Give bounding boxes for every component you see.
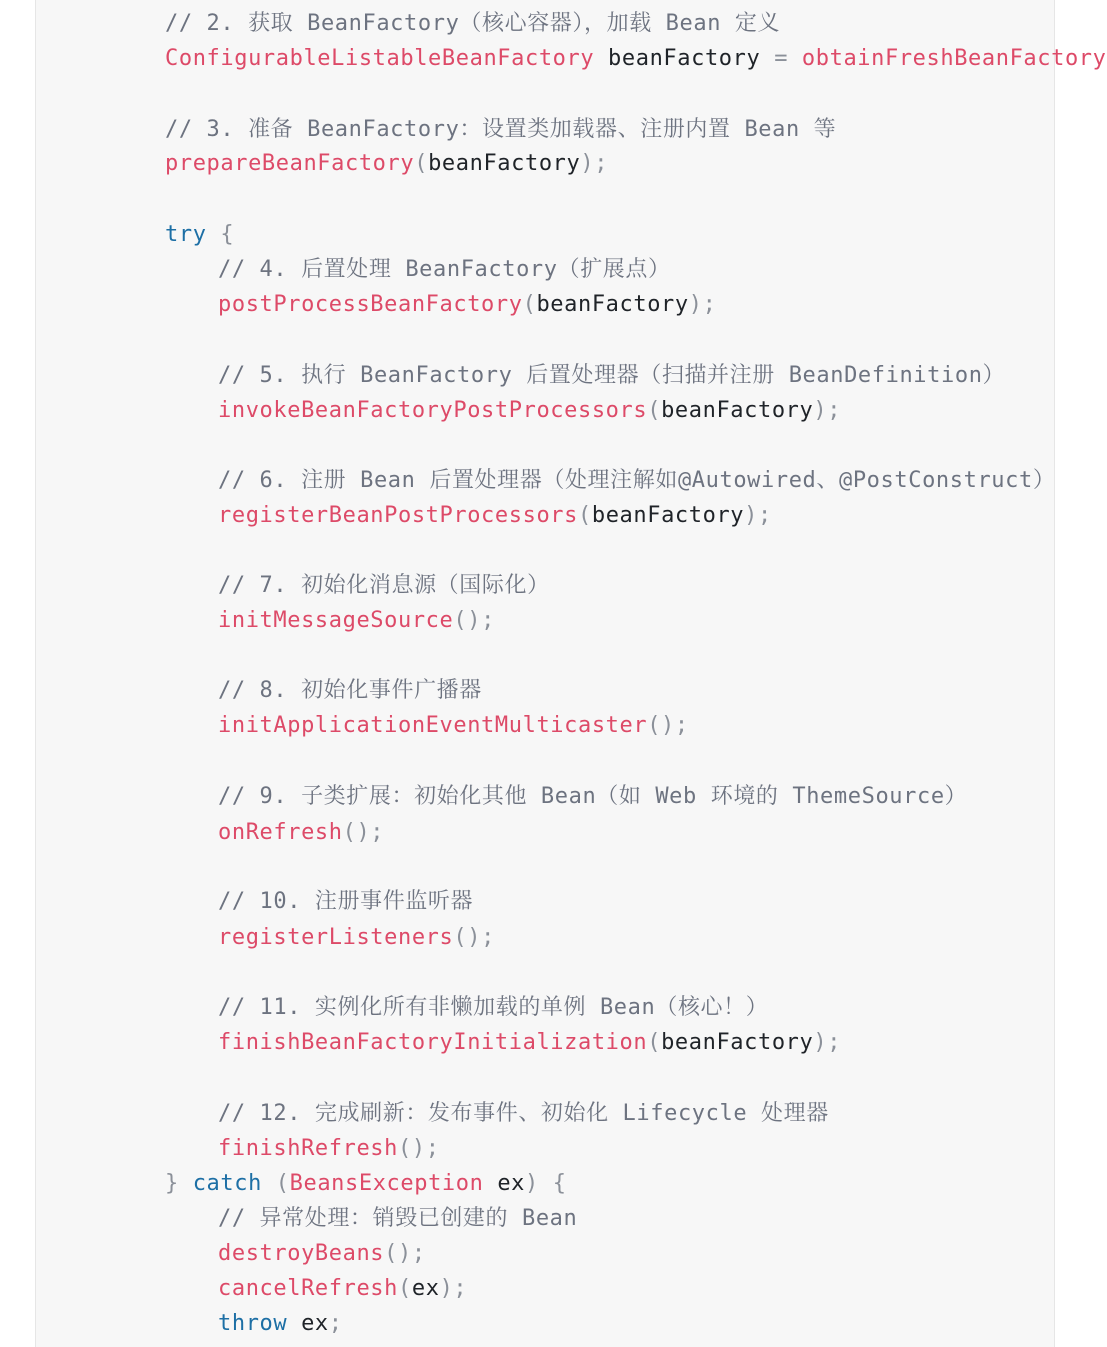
code-token-punc: =	[774, 46, 789, 71]
code-line	[218, 1204, 577, 1234]
code-token-punc: );	[744, 503, 772, 528]
code-token-comment: // 3. 准备 BeanFactory：设置类加载器、注册内置 Bean 等	[165, 117, 837, 142]
code-line	[218, 255, 671, 285]
code-token-func: destroyBeans	[218, 1241, 385, 1266]
code-token-func: prepareBeanFactory	[165, 151, 415, 176]
code-token-func: finishRefresh	[218, 1136, 398, 1161]
code-line	[165, 1169, 567, 1199]
code-token-punc: ;	[328, 1311, 343, 1336]
code-line	[218, 887, 473, 917]
code-token-func: registerListeners	[218, 925, 454, 950]
code-token-ident: ex	[411, 1276, 440, 1301]
code-line	[165, 115, 836, 145]
code-line	[218, 1134, 440, 1164]
code-token-func: invokeBeanFactoryPostProcessors	[218, 398, 648, 423]
code-token-punc: ();	[398, 1136, 440, 1161]
code-token-func: cancelRefresh	[218, 1276, 398, 1301]
code-token-comment: // 12. 完成刷新：发布事件、初始化 Lifecycle 处理器	[218, 1101, 829, 1126]
code-line	[218, 571, 550, 601]
code-line	[165, 44, 1107, 74]
code-token-punc: ();	[647, 713, 689, 738]
code-token-ident: ex	[483, 1171, 526, 1196]
code-token-func: ConfigurableListableBeanFactory	[165, 46, 595, 71]
code-token-punc: ) {	[525, 1171, 567, 1196]
code-line	[218, 923, 495, 953]
code-token-kw: throw	[218, 1311, 288, 1336]
code-line	[218, 782, 967, 812]
code-line	[218, 501, 772, 531]
code-token-func: initApplicationEventMulticaster	[218, 713, 648, 738]
code-token-ident: beanFactory	[591, 503, 745, 528]
code-token-comment: // 2. 获取 BeanFactory（核心容器），加载 Bean 定义	[165, 11, 781, 36]
code-token-comment: // 11. 实例化所有非懒加载的单例 Bean（核心！）	[218, 995, 769, 1020]
code-token-punc: (	[414, 151, 429, 176]
code-token-func: onRefresh	[218, 820, 343, 845]
code-token-comment: // 4. 后置处理 BeanFactory（扩展点）	[218, 257, 671, 282]
code-token-ident: beanFactory	[594, 46, 775, 71]
code-token-punc: (	[398, 1276, 412, 1301]
code-token-func: postProcessBeanFactory	[218, 292, 523, 317]
code-token-comment: // 9. 子类扩展：初始化其他 Bean（如 Web 环境的 ThemeSource）	[218, 784, 968, 809]
code-token-func: registerBeanPostProcessors	[218, 503, 578, 528]
code-token-func: finishBeanFactoryInitialization	[218, 1030, 648, 1055]
code-token-ident: ex	[287, 1311, 329, 1336]
code-token-punc: (	[522, 292, 537, 317]
code-line	[218, 818, 384, 848]
code-token-kw: try	[165, 222, 207, 247]
code-line	[218, 1239, 426, 1269]
code-block	[35, 0, 1107, 1347]
code-token-punc: }	[165, 1171, 193, 1196]
code-token-punc: );	[439, 1276, 468, 1301]
code-token-comment: // 7. 初始化消息源（国际化）	[218, 573, 550, 598]
code-token-comment: // 10. 注册事件监听器	[218, 889, 474, 914]
code-token-punc: (	[647, 398, 662, 423]
code-token-punc: {	[206, 222, 235, 247]
code-token-func: obtainFreshBeanFactory	[788, 46, 1107, 71]
code-token-comment: // 8. 初始化事件广播器	[218, 678, 482, 703]
code-line	[165, 9, 780, 39]
code-line	[218, 606, 495, 636]
code-token-punc: (	[577, 503, 592, 528]
code-token-ident: beanFactory	[536, 292, 689, 317]
code-token-ident: beanFactory	[661, 1030, 814, 1055]
code-token-punc: );	[813, 398, 842, 423]
code-token-func: initMessageSource	[218, 608, 454, 633]
code-line	[218, 1099, 829, 1129]
code-token-ident: beanFactory	[661, 398, 814, 423]
code-line	[218, 711, 689, 741]
code-token-comment: // 异常处理：销毁已创建的 Bean	[218, 1206, 578, 1231]
code-token-kw: catch	[192, 1171, 262, 1196]
code-line	[218, 396, 841, 426]
code-line	[218, 466, 1055, 496]
code-token-comment: // 6. 注册 Bean 后置处理器（处理注解如@Autowired、@PostConstruct）	[218, 468, 1056, 493]
code-token-punc: );	[580, 151, 609, 176]
code-token-comment: // 5. 执行 BeanFactory 后置处理器（扫描并注册 BeanDefinition）	[218, 363, 1006, 388]
code-line	[218, 993, 768, 1023]
code-token-punc: ();	[384, 1241, 426, 1266]
code-token-punc: ();	[342, 820, 385, 845]
code-line	[218, 1309, 343, 1339]
code-token-punc: (	[261, 1171, 290, 1196]
code-token-punc: ();	[453, 608, 495, 633]
code-token-punc: );	[813, 1030, 842, 1055]
code-line	[165, 220, 234, 250]
code-token-ident: beanFactory	[428, 151, 581, 176]
code-line	[218, 1274, 467, 1304]
code-line	[165, 149, 608, 179]
code-token-func: BeansException	[289, 1171, 484, 1196]
code-line	[218, 1028, 841, 1058]
code-token-punc: ();	[453, 925, 495, 950]
code-line	[218, 676, 482, 706]
code-token-punc: );	[688, 292, 717, 317]
code-token-punc: (	[647, 1030, 662, 1055]
code-line	[218, 361, 1005, 391]
code-line	[218, 290, 716, 320]
